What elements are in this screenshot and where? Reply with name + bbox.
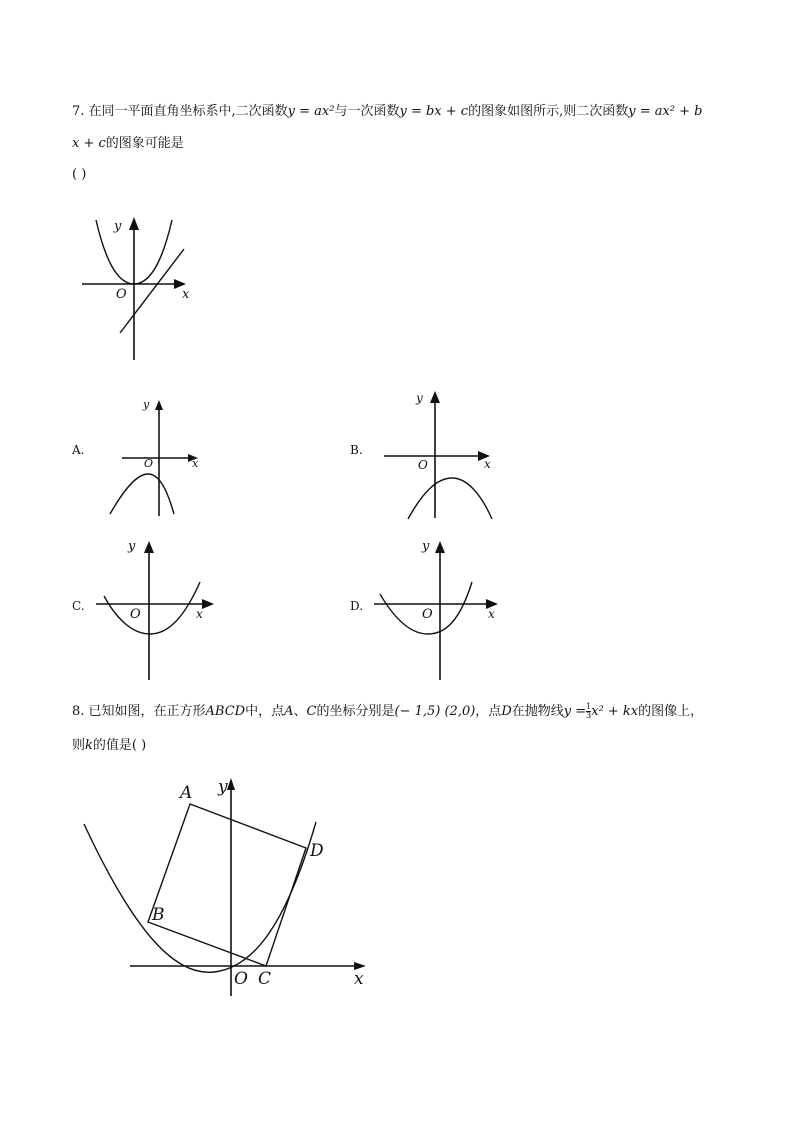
- label-d: D: [310, 841, 324, 861]
- option-c-graph[interactable]: [92, 536, 224, 682]
- option-b-letter[interactable]: B.: [350, 443, 363, 457]
- option-c-letter[interactable]: C.: [72, 599, 85, 613]
- q7-line2: [72, 136, 184, 152]
- q8-figure: [78, 770, 378, 1000]
- q8-text: 的坐标分别是: [316, 704, 395, 719]
- option-d-graph[interactable]: [370, 536, 504, 682]
- origin-label: O: [418, 458, 428, 472]
- q8-point-a: A: [284, 704, 294, 719]
- q8-text: 8. 已知如图，在正方形: [72, 704, 206, 719]
- parabola-curve: [104, 582, 200, 634]
- origin-label: O: [130, 607, 141, 622]
- q7-text: 7. 在同一平面直角坐标系中,二次函数: [72, 104, 288, 119]
- q7-given-figure: [78, 212, 198, 364]
- y-label: y: [143, 398, 150, 411]
- y-arrow-icon: [129, 217, 139, 230]
- q8-text: ，点: [475, 704, 502, 719]
- y-label: y: [422, 539, 430, 554]
- origin-label: O: [116, 287, 127, 302]
- x-label: x: [182, 287, 190, 302]
- q8-line2: [72, 738, 146, 754]
- parabola-curve: [408, 478, 492, 519]
- y-arrow-icon: [435, 541, 445, 553]
- option-d-letter[interactable]: D.: [350, 599, 364, 613]
- y-arrow-icon: [155, 400, 163, 410]
- fraction-numerator: 1: [586, 702, 592, 711]
- option-a-letter[interactable]: A.: [72, 443, 85, 457]
- parabola-curve: [84, 822, 316, 972]
- y-arrow-icon: [227, 778, 235, 790]
- q7-text: 的图象可能是: [105, 136, 184, 151]
- q7-line1: [72, 104, 703, 120]
- q7-formula-line: y = bx + c: [399, 104, 469, 119]
- fraction-denominator: 3: [586, 711, 592, 720]
- square-abcd: [148, 804, 306, 966]
- x-label: x: [192, 457, 199, 470]
- origin-label: O: [234, 969, 248, 989]
- x-label: x: [196, 607, 203, 621]
- q8-text: 的图像上，: [638, 704, 704, 719]
- q7-answer-paren: ( ): [72, 167, 87, 182]
- q8-text: 的值是( ): [92, 738, 147, 753]
- label-b: B: [152, 905, 165, 925]
- option-b-graph[interactable]: [380, 386, 500, 522]
- x-arrow-icon: [202, 599, 214, 609]
- x-label: x: [354, 969, 364, 989]
- option-a-graph[interactable]: [104, 396, 204, 520]
- origin-label: O: [144, 457, 154, 470]
- label-c: C: [258, 969, 272, 989]
- q8-formula-part: y =: [563, 704, 587, 719]
- q7-text: 的图象如图所示,则二次函数: [468, 104, 629, 119]
- line-graph: [120, 249, 184, 333]
- q8-coordinates: (− 1,5) (2,0): [394, 704, 476, 719]
- q7-formula-target-cont: x + c: [72, 136, 106, 151]
- label-a: A: [180, 783, 193, 803]
- y-arrow-icon: [144, 541, 154, 553]
- q8-point-c: C: [306, 704, 317, 719]
- q8-point-d: D: [501, 704, 512, 719]
- origin-label: O: [422, 607, 433, 622]
- q8-text: 则: [72, 738, 86, 753]
- q7-formula-parabola: y = ax²: [287, 104, 335, 119]
- q8-text: 中，点: [245, 704, 285, 719]
- y-label: y: [114, 219, 122, 234]
- q7-formula-target: y = ax² + b: [628, 104, 703, 119]
- y-arrow-icon: [430, 391, 440, 403]
- y-label: y: [416, 391, 423, 405]
- x-label: x: [488, 607, 495, 621]
- q7-text: 与一次函数: [334, 104, 400, 119]
- q8-variable-k: k: [85, 738, 93, 753]
- y-label: y: [128, 539, 136, 554]
- q8-formula-part: x² + kx: [591, 704, 639, 719]
- parabola-curve: [110, 474, 174, 514]
- y-label: y: [218, 777, 228, 797]
- x-label: x: [484, 457, 491, 471]
- q8-square-name: ABCD: [205, 704, 246, 719]
- q8-text: 、: [293, 704, 307, 719]
- q8-text: 在抛物线: [511, 704, 564, 719]
- q8-line1: [72, 703, 703, 720]
